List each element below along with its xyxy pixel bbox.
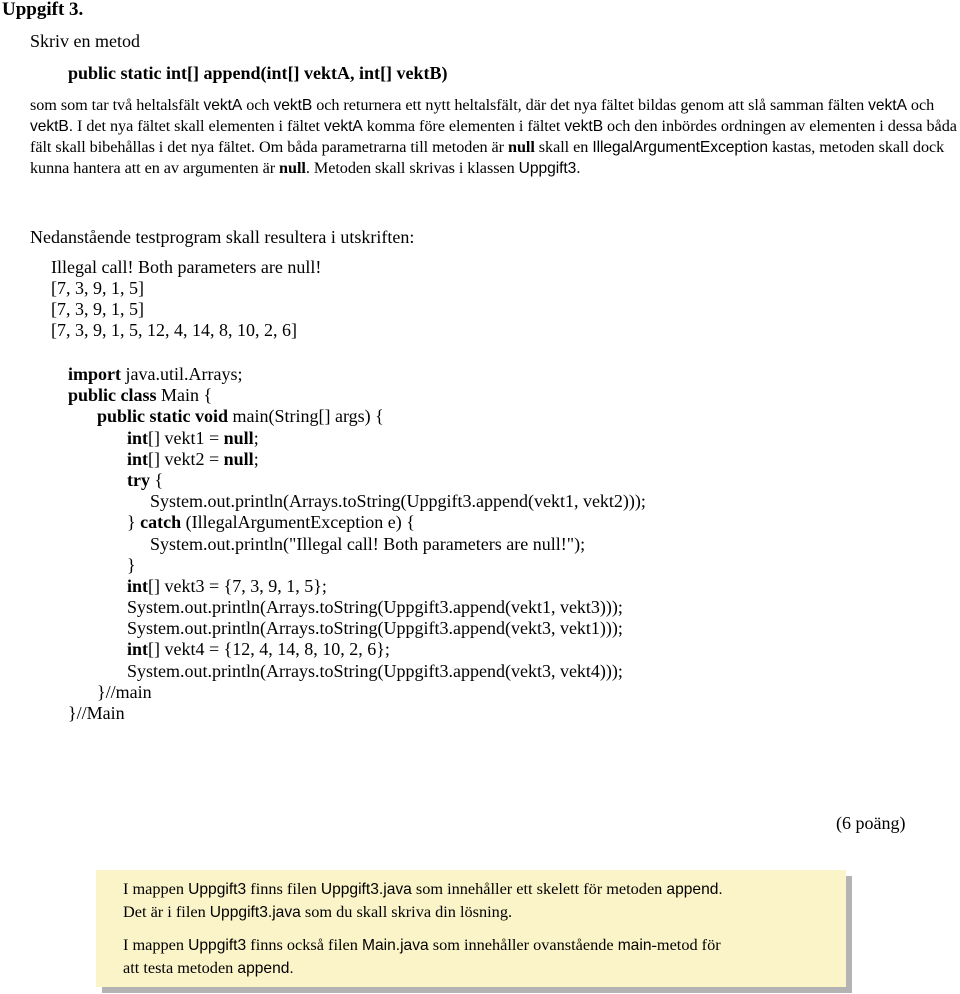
expected-output [51, 257, 321, 341]
desc-bold: null [508, 138, 535, 156]
code-line: System.out.println(Arrays.toString(Uppgift3.append(vekt3, vekt4))); [127, 660, 623, 681]
method-signature [68, 63, 448, 84]
sig-part: [] append( [187, 63, 267, 83]
desc-code: vektA [323, 118, 363, 135]
desc-code: vektB [273, 97, 313, 114]
sig-part: [] vektA, [287, 63, 360, 83]
desc-text: och [242, 96, 274, 114]
code-line: public class Main { [68, 385, 213, 406]
code-line: System.out.println(Arrays.toString(Uppgift3.append(vekt1, vekt2))); [150, 491, 646, 512]
code-line: int[] vekt3 = {7, 3, 9, 1, 5}; [127, 575, 327, 596]
output-line: [7, 3, 9, 1, 5, 12, 4, 14, 8, 10, 2, 6] [51, 320, 297, 340]
desc-text: I det nya fältet skall elementen i fältet [73, 117, 324, 135]
desc-text: kastas, metoden skall dock kunna hantera att en av argumenten är [30, 138, 945, 177]
code-line: System.out.println(Arrays.toString(Uppgift3.append(vekt1, vekt3))); [127, 597, 623, 618]
task-description [30, 95, 960, 179]
desc-code: IllegalArgumentException [592, 139, 768, 156]
desc-code: vektB [564, 118, 604, 135]
code-line: int[] vekt2 = null; [127, 448, 259, 469]
code-line: System.out.println(Arrays.toString(Uppgift3.append(vekt3, vekt1))); [127, 618, 623, 639]
desc-text: som som tar två heltalsfält [30, 96, 204, 114]
test-program-code [68, 364, 646, 724]
desc-text: komma före elementen i fältet [362, 117, 565, 135]
note-line: I mappen Uppgift3 finns också filen Main.java som innehåller ovanstående main-metod för [123, 935, 721, 954]
code-line: System.out.println("Illegal call! Both parameters are null!"); [150, 533, 586, 554]
note-line: att testa metoden append. [123, 957, 294, 977]
sig-kw-int: int [266, 63, 288, 83]
points-label: (6 poäng) [836, 813, 906, 833]
sig-kw-int: int [359, 63, 381, 83]
code-line: import java.util.Arrays; [68, 364, 243, 384]
note-line: I mappen Uppgift3 finns filen Uppgift3.java som innehåller ett skelett för metoden append. [123, 879, 723, 898]
desc-text: . Metoden skall skrivas i klassen [305, 159, 519, 177]
code-line: }//Main [68, 703, 125, 723]
code-line: } [127, 554, 136, 575]
output-line: [7, 3, 9, 1, 5] [51, 299, 144, 319]
code-line: public static void main(String[] args) { [97, 406, 384, 427]
sig-kw-int: int [166, 63, 188, 83]
output-line: Illegal call! Both parameters are null! [51, 257, 322, 277]
info-note-box [96, 870, 846, 987]
desc-code: Uppgift3 [518, 160, 577, 177]
code-line: }//main [97, 681, 152, 702]
code-line: int[] vekt4 = {12, 4, 14, 8, 10, 2, 6}; [127, 639, 390, 660]
desc-text: och [906, 96, 935, 114]
code-line: try { [127, 469, 164, 490]
desc-code: vektB. [30, 118, 74, 135]
desc-text: . [576, 159, 581, 177]
code-line: int[] vekt1 = null; [127, 427, 259, 448]
code-line: } catch (IllegalArgumentException e) { [127, 512, 415, 533]
desc-bold: null [279, 159, 306, 177]
desc-text: och den inbördes ordningen av elementen i dessa båda fält skall bibehållas i det nya fältet. Om båda parametrarna till metoden är [30, 117, 957, 156]
output-line: [7, 3, 9, 1, 5] [51, 278, 144, 298]
desc-code: vektA [203, 97, 243, 114]
desc-text: och returnera ett nytt heltalsfält, där det nya fältet bildas genom att slå samman fälten [312, 96, 869, 114]
note-line: Det är i filen Uppgift3.java som du skall skriva din lösning. [123, 901, 513, 921]
output-intro: Nedanstående testprogram skall resultera i utskriften: [30, 227, 415, 247]
intro-text: Skriv en metod [30, 31, 140, 51]
desc-text: skall en [534, 138, 593, 156]
sig-kw-public: public [68, 63, 117, 83]
sig-part: [] vektB) [380, 63, 448, 83]
sig-kw-static: static [120, 63, 162, 83]
desc-code: vektA [868, 97, 907, 114]
task-heading: Uppgift 3. [2, 0, 84, 20]
